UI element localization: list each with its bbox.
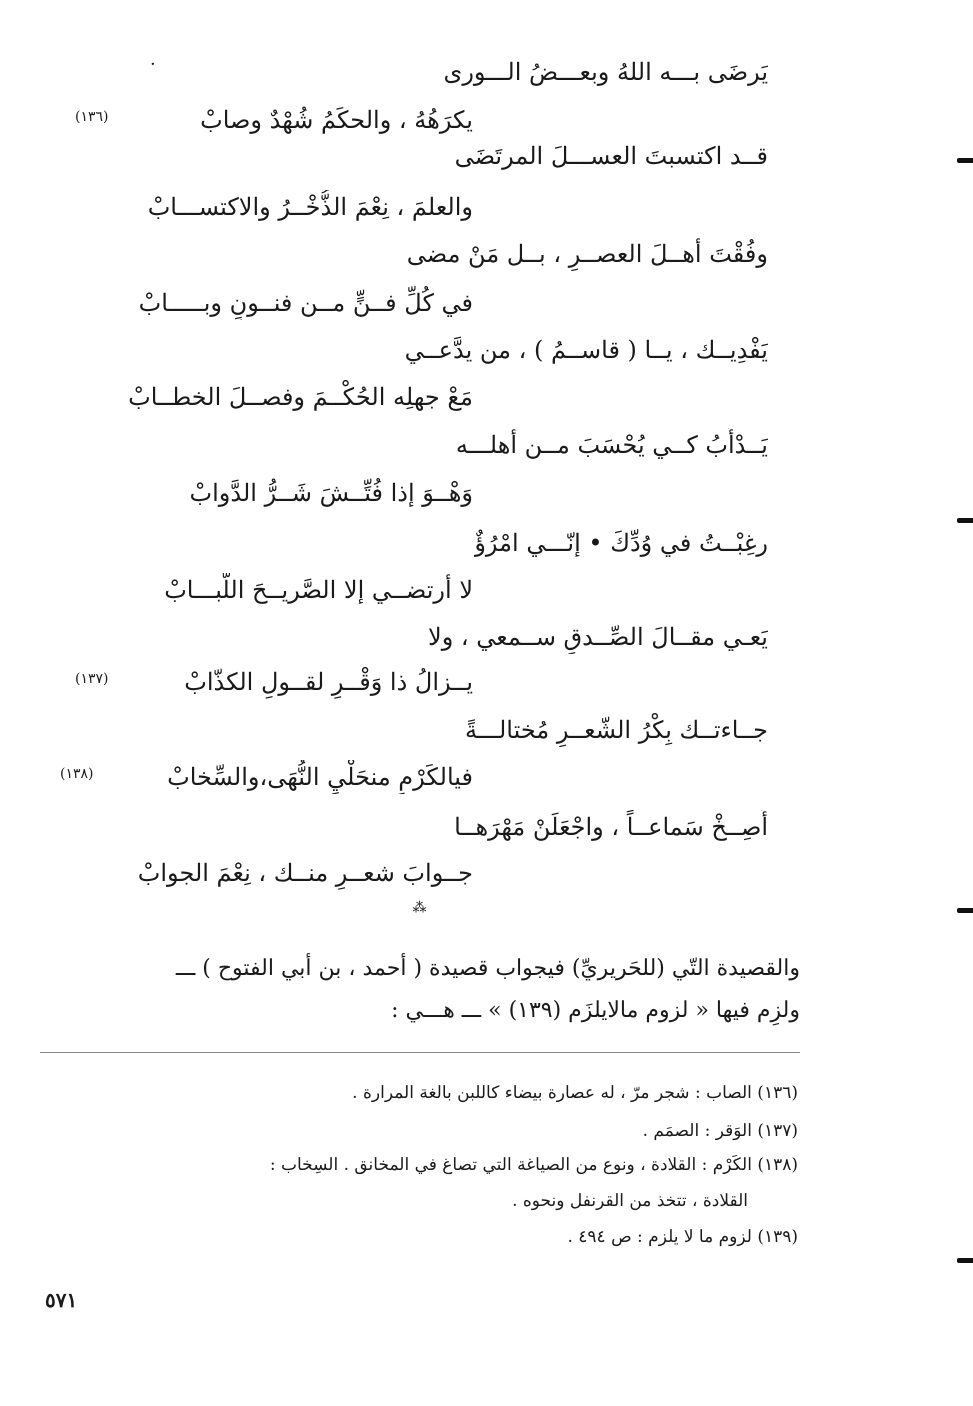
footnote-ref-137: (١٣٧): [75, 671, 109, 687]
scan-edge-mark: [957, 908, 973, 913]
page-number: ٥٧١: [45, 1288, 78, 1312]
footnote-137: (١٣٧) الوَقر : الصمَم .: [642, 1121, 798, 1141]
scan-edge-mark: [957, 1258, 973, 1263]
scan-edge-mark: [957, 158, 973, 163]
footnote-138: (١٣٨) الكَرْم : القلادة ، ونوع من الصياغة التي تصاغ في المخانق . السِخاب :: [269, 1155, 798, 1175]
scan-edge-mark: [957, 518, 973, 523]
verse-3-line-1: وفُقْتَ أهــلَ العصــرِ ، بــل مَنْ مضى: [406, 240, 768, 268]
verse-6-line-2: لا أرتضــي إلا الصَّريــحَ اللُّبـــابْ: [164, 576, 473, 604]
section-divider-stars: ⁂: [412, 900, 428, 916]
verse-3-line-2: في كُلِّ فــنٍّ مــن فنــونٍ وبـــــابْ: [138, 289, 473, 317]
footnote-136: (١٣٦) الصاب : شجر مرّ ، له عصارة بيضاء كاللبن بالغة المرارة .: [352, 1083, 798, 1103]
footnote-138-continued: القلادة ، تتخذ من القرنفل ونحوه .: [512, 1191, 748, 1211]
verse-6-line-1: رغِبْــتُ في وُدِّكَ • إنّـــي امْرُؤٌ: [474, 529, 768, 557]
verse-2-line-2: والعلمَ ، نِعْمَ الذُّخْــرُ والاكتســـابْ: [147, 193, 473, 221]
footnote-139: (١٣٩) لزوم ما لا يلزم : ص ٤٩٤ .: [567, 1227, 798, 1247]
intro-paragraph-line-2: ولزِم فيها « لزوم مالايلزَم (١٣٩) » ـــ هـــي :: [391, 998, 800, 1023]
verse-8-line-1: جــاءتــك بِكْرُ الشّعــرِ مُختالـــةً: [465, 716, 768, 744]
verse-7-line-2: يــزالُ ذا وَقْــرٍ لقــولِ الكذّابْ: [184, 668, 473, 696]
verse-9-line-2: جــوابَ شعــرٍ منــك ، نِعْمَ الجوابْ: [137, 859, 473, 887]
intro-paragraph-line-1: والقصيدة التّي (للحَريريِّ) فيجواب قصيدة ( أحمد ، بن أبي الفتوح ) ـــ: [175, 956, 800, 981]
verse-9-line-1: أَصِــخْ سَماعــاً ، واجْعَلَنْ مَهْرَهــا: [454, 813, 768, 841]
verse-4-line-1: يَفْدِيــك ، يــا ( قاســمُ ) ، من يدَّعــي: [404, 336, 768, 364]
verse-2-line-1: قــد اكتسبتَ العســـلَ المرتَضَى: [454, 142, 768, 170]
verse-1-line-2: يكرَهُهُ ، والحكَمُ شُهْدٌ وصابْ: [200, 106, 473, 134]
verse-1-line-1: يَرضَى بـــه اللهُ وبعـــضُ الـــورى: [443, 58, 768, 86]
verse-5-line-1: يَــدْأَبُ كــي يُحْسَبَ مــن أهلـــه: [455, 431, 768, 459]
verse-4-line-2: مَعْ جهلِه الحُكْــمَ وفصــلَ الخطــابْ: [128, 383, 473, 411]
ink-dot: ·: [150, 54, 156, 75]
footnote-separator: [40, 1052, 800, 1053]
verse-5-line-2: وَهْــوَ إذا فُتِّــشَ شَــرُّ الدَّوابْ: [189, 479, 473, 507]
footnote-ref-136: (١٣٦): [75, 109, 109, 125]
verse-8-line-2: فيالكَرْمِ منحَلْيِ النُّهَى،والسِّخابْ: [167, 763, 473, 791]
footnote-ref-138: (١٣٨): [60, 766, 94, 782]
verse-7-line-1: يَعـي مقــالَ الصِّــدقِ ســمعي ، ولا: [428, 623, 768, 651]
